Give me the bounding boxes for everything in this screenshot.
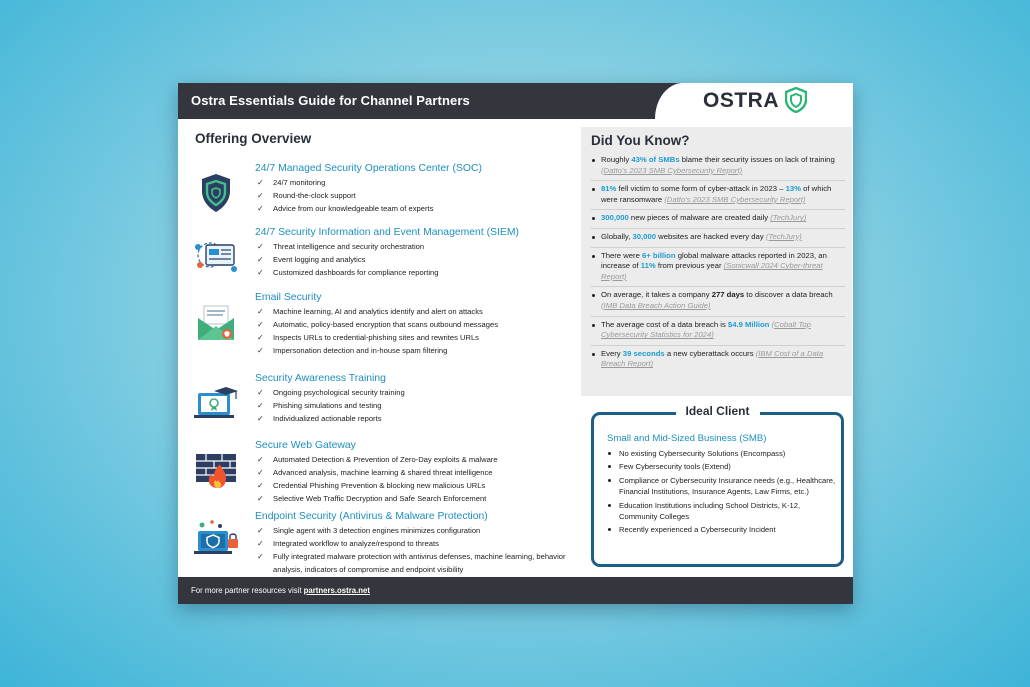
checkmark-icon: ✓ <box>257 400 264 410</box>
section-title: 24/7 Managed Security Operations Center (SOC) <box>255 163 482 174</box>
feature-text: Single agent with 3 detection engines minimizes configuration <box>273 526 481 535</box>
stat-source-link[interactable]: (IBM Cost of a Data Breach Report) <box>601 348 824 369</box>
ideal-client-item: No existing Cybersecurity Solutions (Encompass) <box>607 448 839 459</box>
stat-source-link[interactable]: (Sonicwall 2024 Cyber-threat Report) <box>601 261 823 281</box>
stat-item <box>591 232 845 248</box>
feature-text: Advice from our knowledgeable team of experts <box>273 203 434 213</box>
checkmark-icon: ✓ <box>257 332 264 342</box>
offering-section <box>178 511 578 574</box>
feature-item <box>255 525 571 538</box>
checkmark-icon: ✓ <box>257 493 264 503</box>
checkmark-icon: ✓ <box>257 345 264 355</box>
ideal-client-item: Few Cybersecurity tools (Extend) <box>607 461 839 472</box>
logo-area <box>655 83 853 119</box>
checkmark-icon: ✓ <box>257 267 264 277</box>
checkmark-icon: ✓ <box>257 242 264 251</box>
section-title: Secure Web Gateway <box>255 440 356 451</box>
feature-text: 24/7 monitoring <box>273 178 326 187</box>
stat-text: Globally, <box>601 231 633 241</box>
feature-item <box>255 319 571 332</box>
ostra-shield-logo-icon <box>785 87 807 113</box>
stat-highlight: 39 seconds <box>622 348 665 358</box>
feature-text: Automatic, policy-based encryption that scans outbound messages <box>273 319 498 329</box>
offering-section <box>178 373 578 433</box>
feature-text: Integrated workflow to analyze/respond to threats <box>273 538 439 548</box>
feature-item <box>255 345 571 358</box>
stat-source-link[interactable]: (TechJury) <box>770 213 807 223</box>
stat-text: of which were ransomware <box>601 184 832 204</box>
guide-document <box>178 83 853 604</box>
ideal-client-item: Recently experienced a Cybersecurity Incident <box>607 524 839 535</box>
stat-bold: 277 days <box>711 290 745 300</box>
feature-text: Advanced analysis, machine learning & shared threat intelligence <box>273 467 493 477</box>
laptop-graduation-icon <box>190 379 242 423</box>
document-header <box>178 83 853 119</box>
stat-text: global malware attacks reported in 2023, an increase of <box>601 250 827 271</box>
offering-section <box>178 292 578 355</box>
checkmark-icon: ✓ <box>257 480 264 490</box>
document-footer <box>178 577 853 604</box>
offering-column <box>178 119 578 577</box>
section-title: Email Security <box>255 292 322 303</box>
stat-highlight: 30,000 <box>632 231 656 241</box>
did-you-know-heading: Did You Know? <box>591 133 690 148</box>
stat-highlight: 81% <box>601 184 617 194</box>
feature-item <box>255 493 571 506</box>
checkmark-icon: ✓ <box>257 455 264 464</box>
stat-text: to discover a data breach <box>744 290 833 300</box>
stat-source-link[interactable]: (Datto's 2023 SMB Cybersecurity Report) <box>601 165 743 175</box>
stat-text: websites are hacked every day <box>656 231 766 241</box>
stat-item <box>591 320 845 346</box>
section-feature-list <box>255 177 571 216</box>
feature-item <box>255 480 571 493</box>
stat-text: On average, it takes a company <box>601 290 712 300</box>
checkmark-icon: ✓ <box>257 551 264 561</box>
stat-text: There were <box>601 250 643 260</box>
stat-source-link[interactable]: (IMB Data Breach Action Guide) <box>601 300 711 310</box>
stat-source-link[interactable]: (TechJury) <box>765 231 802 241</box>
feature-item <box>255 190 571 203</box>
stat-text: The average cost of a data breach is <box>601 319 728 329</box>
feature-item <box>255 254 571 267</box>
feature-item <box>255 467 571 480</box>
feature-text: Event logging and analytics <box>273 254 366 264</box>
feature-item <box>255 203 571 216</box>
stats-list <box>591 155 845 377</box>
offering-overview-heading: Offering Overview <box>195 131 312 146</box>
firewall-icon <box>190 446 242 490</box>
stat-text: new pieces of malware are created daily <box>628 213 771 223</box>
feature-item <box>255 400 571 413</box>
checkmark-icon: ✓ <box>257 538 264 548</box>
stat-text: fell victim to some form of cyber-attack in 2023 – <box>616 184 786 194</box>
endpoint-laptop-icon <box>190 515 242 559</box>
feature-text: Fully integrated malware protection with antivirus defenses, machine learning, behavior analysis, indicators of compromise and endpoint visibility <box>273 551 566 574</box>
did-you-know-panel <box>581 127 852 396</box>
feature-item <box>255 241 571 254</box>
envelope-icon <box>190 300 242 344</box>
feature-item <box>255 332 571 345</box>
siem-analytics-icon <box>190 233 242 277</box>
stat-text: from previous year <box>655 261 724 271</box>
ideal-client-heading: Ideal Client <box>675 404 759 418</box>
checkmark-icon: ✓ <box>257 319 264 329</box>
feature-text: Automated Detection & Prevention of Zero-Day exploits & malware <box>273 455 498 464</box>
stat-item <box>591 155 845 181</box>
feature-item <box>255 306 571 319</box>
stat-highlight: 13% <box>785 184 801 194</box>
feature-text: Individualized actionable reports <box>273 413 382 423</box>
checkmark-icon: ✓ <box>257 203 264 213</box>
ostra-logo-text: OSTRA <box>703 89 779 112</box>
section-feature-list <box>255 387 571 426</box>
offering-section <box>178 163 578 223</box>
section-feature-list <box>255 525 571 577</box>
section-title: 24/7 Security Information and Event Management (SIEM) <box>255 227 519 238</box>
feature-text: Machine learning, AI and analytics identify and alert on attacks <box>273 307 483 316</box>
offering-section <box>178 440 578 503</box>
checkmark-icon: ✓ <box>257 388 264 397</box>
stat-text: blame their security issues on lack of training <box>679 155 835 164</box>
ideal-client-item: Compliance or Cybersecurity Insurance needs (e.g., Healthcare, Financial Institutions, Insurance Agents, Law Firms, etc.) <box>607 475 839 498</box>
checkmark-icon: ✓ <box>257 526 264 535</box>
stat-highlight: 43% of SMBs <box>631 155 680 164</box>
feature-text: Selective Web Traffic Decryption and Safe Search Enforcement <box>273 493 487 503</box>
partners-link[interactable]: partners.ostra.net <box>303 586 370 595</box>
feature-text: Threat intelligence and security orchestration <box>273 242 425 251</box>
stat-text: Roughly <box>601 155 632 164</box>
feature-item <box>255 177 571 190</box>
stat-highlight: 11% <box>640 261 656 271</box>
checkmark-icon: ✓ <box>257 254 264 264</box>
offering-section <box>178 227 578 287</box>
feature-text: Impersonation detection and in-house spam filtering <box>273 345 448 355</box>
feature-text: Inspects URLs to credential-phishing sites and rewrites URLs <box>273 332 479 342</box>
feature-text: Ongoing psychological security training <box>273 388 405 397</box>
feature-item <box>255 267 571 280</box>
checkmark-icon: ✓ <box>257 178 264 187</box>
ideal-client-list <box>607 448 839 538</box>
page-title: Ostra Essentials Guide for Channel Partners <box>191 93 470 108</box>
stat-item <box>591 251 845 288</box>
checkmark-icon: ✓ <box>257 413 264 423</box>
stat-highlight: 6+ billion <box>642 250 676 260</box>
footer-prefix: For more partner resources visit <box>191 586 304 595</box>
ideal-client-item: Education Institutions including School Districts, K-12, Community Colleges <box>607 500 839 523</box>
stat-source-link[interactable]: (Datto's 2023 SMB Cybersecurity Report) <box>664 194 806 204</box>
section-title: Endpoint Security (Antivirus & Malware Protection) <box>255 511 488 522</box>
section-feature-list <box>255 241 571 280</box>
feature-text: Phishing simulations and testing <box>273 400 382 410</box>
stat-text: a new cyberattack occurs <box>664 348 756 358</box>
feature-item <box>255 413 571 426</box>
checkmark-icon: ✓ <box>257 467 264 477</box>
stat-highlight: 300,000 <box>601 213 629 223</box>
feature-item <box>255 387 571 400</box>
ideal-client-box <box>591 404 844 567</box>
feature-item <box>255 538 571 551</box>
stat-item <box>591 184 845 210</box>
feature-text: Customized dashboards for compliance reporting <box>273 267 439 277</box>
checkmark-icon: ✓ <box>257 307 264 316</box>
footer-text <box>191 586 370 595</box>
shield-icon <box>190 171 242 215</box>
feature-text: Round-the-clock support <box>273 190 356 200</box>
stat-highlight: $4.9 Million <box>727 319 770 329</box>
feature-text: Credential Phishing Prevention & blocking new malicious URLs <box>273 480 486 490</box>
stat-source-link[interactable]: (Cobalt Top Cybersecurity Statistics for 2024) <box>601 319 811 340</box>
feature-item <box>255 551 571 577</box>
stat-item <box>591 290 845 316</box>
section-feature-list <box>255 454 571 506</box>
section-feature-list <box>255 306 571 358</box>
stat-item <box>591 213 845 229</box>
stat-item <box>591 349 845 374</box>
ideal-client-subtitle: Small and Mid-Sized Business (SMB) <box>607 433 767 444</box>
stat-text: Every <box>601 348 623 358</box>
feature-item <box>255 454 571 467</box>
checkmark-icon: ✓ <box>257 190 264 200</box>
section-title: Security Awareness Training <box>255 373 386 384</box>
